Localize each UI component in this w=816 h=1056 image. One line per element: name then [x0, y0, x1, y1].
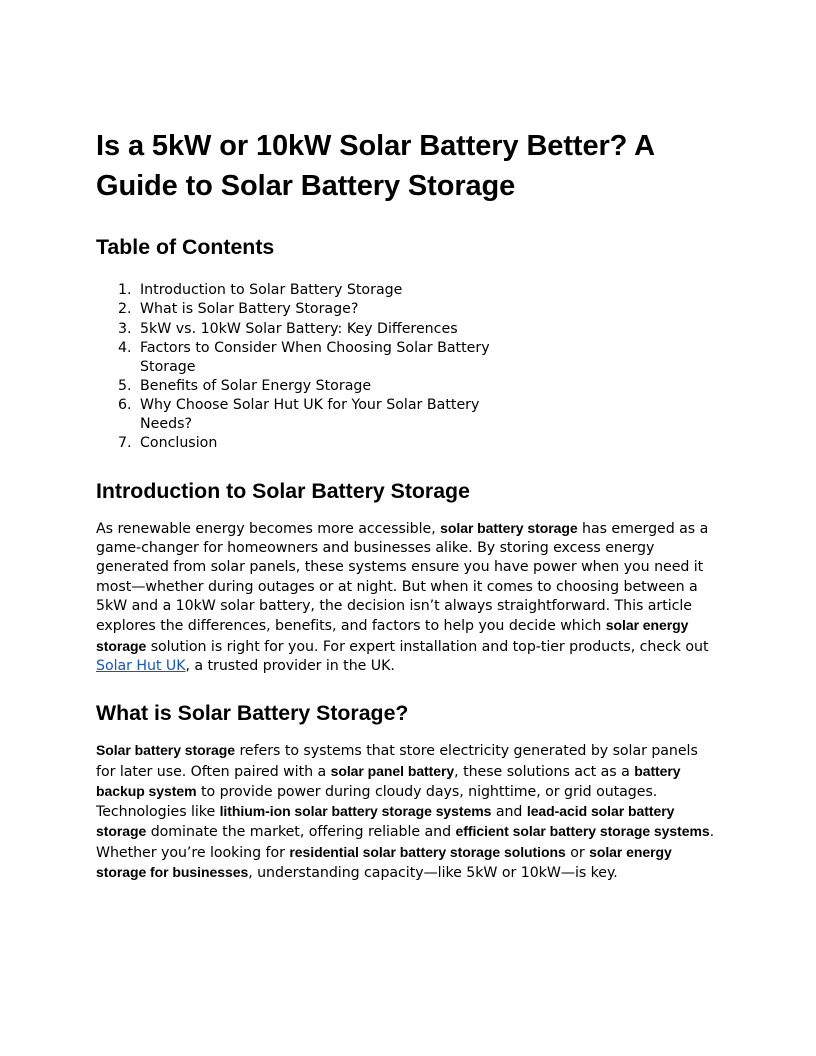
what-keyword: solar panel battery [330, 762, 455, 779]
toc-item [96, 320, 506, 339]
intro-text: As renewable energy becomes more accessible, [96, 520, 441, 537]
what-text: dominate the market, offering reliable and [146, 824, 456, 841]
toc-item-number: 2. [118, 301, 132, 318]
toc-item-label: 5kW vs. 10kW Solar Battery: Key Differences [140, 320, 458, 337]
what-text: , understanding capacity—like 5kW or 10kW—is key. [248, 865, 618, 881]
what-keyword: lithium-ion solar battery storage systems [219, 803, 492, 820]
toc-item-number: 5. [118, 378, 132, 395]
solar-hut-link[interactable] [96, 658, 186, 674]
what-text: to provide power during cloudy days, nighttime, or grid outages. Technologies like [96, 783, 658, 821]
document-body [96, 126, 720, 883]
intro-paragraph [96, 519, 720, 676]
intro-text: , a trusted provider in the UK. [185, 657, 395, 674]
intro-keyword: solar energy storage [96, 617, 689, 654]
what-text: . Whether you’re looking for [96, 824, 715, 861]
what-keyword: Solar battery storage [96, 742, 235, 759]
toc-item [96, 281, 506, 300]
toc-item-number: 7. [118, 435, 132, 452]
what-text: or [565, 844, 590, 861]
what-paragraph [96, 741, 720, 883]
intro-text: solution is right for you. For expert installation and top-tier products, check out [146, 638, 709, 655]
toc-item-label: Why Choose Solar Hut UK for Your Solar Battery Needs? [140, 397, 480, 432]
intro-keyword: solar battery storage [440, 519, 578, 536]
what-keyword: solar energy storage for businesses [96, 843, 672, 880]
toc-item-label: Introduction to Solar Battery Storage [140, 282, 403, 298]
solar-hut-link-uk[interactable]: UK [165, 657, 186, 674]
toc-item-label: Factors to Consider When Choosing Solar Battery Storage [140, 340, 490, 375]
toc-item [96, 377, 506, 396]
what-text: and [491, 804, 527, 821]
toc-item-number: 3. [118, 320, 132, 337]
toc-heading: Table of Contents [96, 235, 275, 259]
toc-item [96, 339, 506, 376]
toc-item [96, 396, 506, 433]
toc-item [96, 300, 506, 319]
toc-item-label: Conclusion [140, 435, 218, 452]
toc-item-number: 1. [118, 282, 132, 298]
what-heading: What is Solar Battery Storage? [96, 701, 409, 726]
toc-item-label: What is Solar Battery Storage? [140, 301, 359, 318]
what-keyword: efficient solar battery storage systems [455, 823, 710, 840]
intro-heading: Introduction to Solar Battery Storage [96, 478, 470, 503]
page-title: Is a 5kW or 10kW Solar Battery Better? A Guide to Solar Battery Storage [96, 130, 654, 202]
toc-item [96, 434, 506, 453]
what-keyword: battery backup system [96, 762, 681, 799]
what-keyword: lead-acid solar battery storage [96, 803, 675, 840]
what-text: , these solutions act as a [454, 763, 635, 780]
what-text: refers to systems that store electricity generated by solar panels for later use. Often paired with a [96, 743, 698, 780]
solar-hut-link-text[interactable]: Solar Hut [96, 657, 166, 674]
what-keyword: residential solar battery storage solutions [289, 843, 566, 860]
toc-item-number: 6. [118, 397, 132, 414]
toc-item-label: Benefits of Solar Energy Storage [140, 378, 372, 395]
toc-item-number: 4. [118, 340, 132, 357]
intro-text: has emerged as a game-changer for homeowners and businesses alike. By storing excess energy generated from solar panels, these systems ensure you have power when you need it most—whether during outages or at night. But when it comes to choosing between a 5kW and a 10kW solar battery, the decision isn’t always straightforward. This article explores the differences, benefits, and factors to help you decide which [96, 520, 709, 635]
table-of-contents [96, 281, 506, 453]
